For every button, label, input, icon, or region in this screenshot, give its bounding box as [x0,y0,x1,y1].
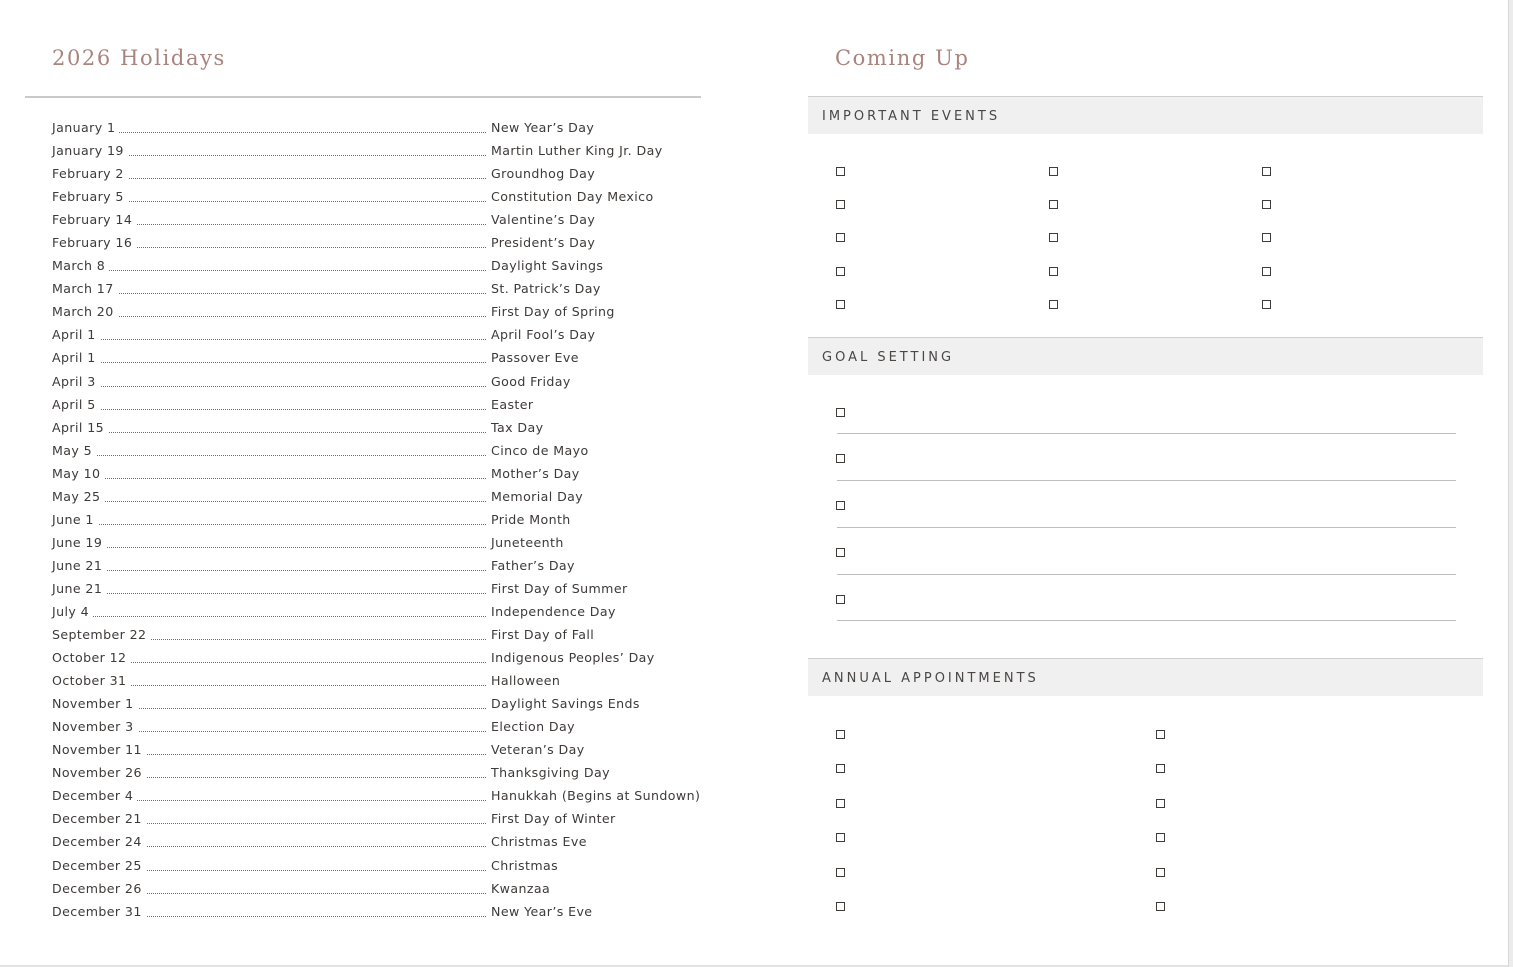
holiday-date: May 5 [52,439,96,462]
holiday-date: April 5 [52,393,100,416]
holiday-name: Independence Day [491,603,616,619]
dot-leader [56,132,486,133]
holiday-row [52,577,712,600]
holiday-row [52,554,712,577]
holiday-name: Daylight Savings [491,258,604,274]
dot-leader [56,547,486,548]
annual-appointments-header [808,658,1483,696]
holiday-row [52,139,712,162]
holiday-date: December 24 [52,830,146,853]
holiday-row [52,600,712,623]
holiday-date: October 31 [52,669,130,692]
holiday-row [52,370,712,393]
title-divider [25,96,701,98]
holiday-date: February 5 [52,185,128,208]
checkbox-icon[interactable] [836,200,845,209]
holiday-name: Martin Luther King Jr. Day [491,143,663,159]
holiday-date: April 15 [52,416,108,439]
holiday-name: St. Patrick’s Day [491,281,601,297]
holiday-date: December 26 [52,877,146,900]
dot-leader [56,409,486,410]
checkbox-icon[interactable] [1049,167,1058,176]
holiday-name: New Year’s Eve [491,903,593,919]
holiday-row [52,439,712,462]
holiday-row [52,416,712,439]
holiday-row [52,162,712,185]
holiday-name: Easter [491,396,534,412]
checkbox-icon[interactable] [836,799,845,808]
holiday-row [52,646,712,669]
holiday-name: Daylight Savings Ends [491,696,640,712]
checkbox-icon[interactable] [836,833,845,842]
holiday-row [52,462,712,485]
checkbox-icon[interactable] [1156,799,1165,808]
checkbox-icon[interactable] [1049,300,1058,309]
holiday-name: Pride Month [491,511,571,527]
holiday-row [52,277,712,300]
holiday-row [52,393,712,416]
holiday-date: June 21 [52,554,106,577]
holiday-date: November 11 [52,738,146,761]
checkbox-icon[interactable] [836,764,845,773]
holiday-date: September 22 [52,623,150,646]
holiday-date: March 20 [52,300,118,323]
checkbox-icon[interactable] [836,730,845,739]
holiday-row [52,623,712,646]
checkbox-icon[interactable] [1049,267,1058,276]
holiday-name: First Day of Winter [491,811,616,827]
checkbox-icon[interactable] [1156,764,1165,773]
holiday-row [52,738,712,761]
holiday-date: March 8 [52,254,109,277]
checkbox-icon[interactable] [1262,167,1271,176]
holiday-name: President’s Day [491,235,596,251]
checkbox-icon[interactable] [836,233,845,242]
holiday-name: First Day of Spring [491,304,615,320]
checkbox-icon[interactable] [836,501,845,510]
checkbox-icon[interactable] [836,902,845,911]
holiday-row [52,877,712,900]
section-label: IMPORTANT EVENTS [822,109,1001,124]
holiday-name: First Day of Summer [491,580,628,596]
holiday-row [52,323,712,346]
holiday-name: Veteran’s Day [491,742,585,758]
holiday-date: April 1 [52,346,100,369]
holiday-name: Christmas Eve [491,834,587,850]
holiday-date: November 3 [52,715,138,738]
checkbox-icon[interactable] [1049,200,1058,209]
holiday-row [52,669,712,692]
holiday-row [52,715,712,738]
holiday-date: February 2 [52,162,128,185]
holiday-date: April 1 [52,323,100,346]
goal-line[interactable] [837,620,1456,621]
holiday-row [52,508,712,531]
dot-leader [56,616,486,617]
holiday-date: October 12 [52,646,130,669]
checkbox-icon[interactable] [836,267,845,276]
holiday-date: July 4 [52,600,93,623]
goal-setting-header [808,337,1483,375]
section-label: ANNUAL APPOINTMENTS [822,671,1039,686]
dot-leader [56,386,486,387]
checkbox-icon[interactable] [1262,200,1271,209]
dot-leader [56,455,486,456]
dot-leader [56,362,486,363]
dot-leader [56,501,486,502]
important-events-header [808,96,1483,134]
page-edge [1508,0,1513,967]
checkbox-icon[interactable] [1156,833,1165,842]
checkbox-icon[interactable] [836,408,845,417]
holiday-name: Good Friday [491,373,571,389]
dot-leader [56,570,486,571]
holiday-name: Groundhog Day [491,166,596,182]
holiday-date: December 21 [52,807,146,830]
dot-leader [56,593,486,594]
dot-leader [56,432,486,433]
holiday-date: February 16 [52,231,136,254]
checkbox-icon[interactable] [836,548,845,557]
checkbox-icon[interactable] [1156,902,1165,911]
dot-leader [56,316,486,317]
checkbox-icon[interactable] [1262,267,1271,276]
holiday-date: April 3 [52,370,100,393]
goal-line[interactable] [837,433,1456,434]
dot-leader [56,524,486,525]
checkbox-icon[interactable] [836,454,845,463]
dot-leader [56,270,486,271]
goal-line[interactable] [837,480,1456,481]
holiday-row [52,208,712,231]
holiday-row [52,784,712,807]
checkbox-icon[interactable] [836,300,845,309]
section-label: GOAL SETTING [822,350,955,365]
goal-line[interactable] [837,527,1456,528]
holiday-row [52,254,712,277]
holiday-name: First Day of Fall [491,627,595,643]
checkbox-icon[interactable] [1156,730,1165,739]
holiday-name: Kwanzaa [491,880,551,896]
holidays-title: 2026 Holidays [52,46,226,70]
holiday-row [52,116,712,139]
holiday-name: Indigenous Peoples’ Day [491,650,655,666]
holiday-date: January 19 [52,139,128,162]
holiday-name: Election Day [491,719,575,735]
holiday-date: May 25 [52,485,104,508]
holiday-date: December 4 [52,784,137,807]
holiday-row [52,761,712,784]
checkbox-icon[interactable] [836,167,845,176]
holiday-date: November 26 [52,761,146,784]
holiday-list [52,116,712,923]
holiday-row [52,692,712,715]
holiday-name: Father’s Day [491,557,575,573]
holiday-name: Hanukkah (Begins at Sundown) [491,788,701,804]
holiday-date: June 19 [52,531,106,554]
holiday-name: Halloween [491,673,561,689]
holiday-row [52,231,712,254]
holiday-name: Valentine’s Day [491,212,596,228]
holiday-date: June 21 [52,577,106,600]
holiday-row [52,531,712,554]
holiday-name: Christmas [491,857,559,873]
holiday-date: March 17 [52,277,118,300]
coming-up-title: Coming Up [835,46,970,70]
holiday-name: April Fool’s Day [491,327,596,343]
holiday-row [52,854,712,877]
holiday-row [52,807,712,830]
dot-leader [56,339,486,340]
holiday-row [52,346,712,369]
holiday-row [52,185,712,208]
holiday-date: November 1 [52,692,138,715]
checkbox-icon[interactable] [1156,868,1165,877]
holiday-row [52,900,712,923]
checkbox-icon[interactable] [1049,233,1058,242]
holiday-date: May 10 [52,462,104,485]
holiday-date: February 14 [52,208,136,231]
holiday-row [52,830,712,853]
holiday-date: December 25 [52,854,146,877]
goal-line[interactable] [837,574,1456,575]
checkbox-icon[interactable] [1262,233,1271,242]
holiday-name: Memorial Day [491,488,584,504]
holiday-date: January 1 [52,116,119,139]
checkbox-icon[interactable] [836,595,845,604]
dot-leader [56,478,486,479]
holiday-date: June 1 [52,508,98,531]
holiday-name: Cinco de Mayo [491,442,589,458]
holiday-row [52,300,712,323]
holiday-row [52,485,712,508]
checkbox-icon[interactable] [836,868,845,877]
holiday-name: Tax Day [491,419,544,435]
holiday-name: Juneteenth [491,534,564,550]
holiday-name: Passover Eve [491,350,579,366]
holiday-name: Mother’s Day [491,465,580,481]
holiday-date: December 31 [52,900,146,923]
holiday-name: Thanksgiving Day [491,765,610,781]
holiday-name: Constitution Day Mexico [491,189,654,205]
dot-leader [56,293,486,294]
checkbox-icon[interactable] [1262,300,1271,309]
holiday-name: New Year’s Day [491,120,595,135]
